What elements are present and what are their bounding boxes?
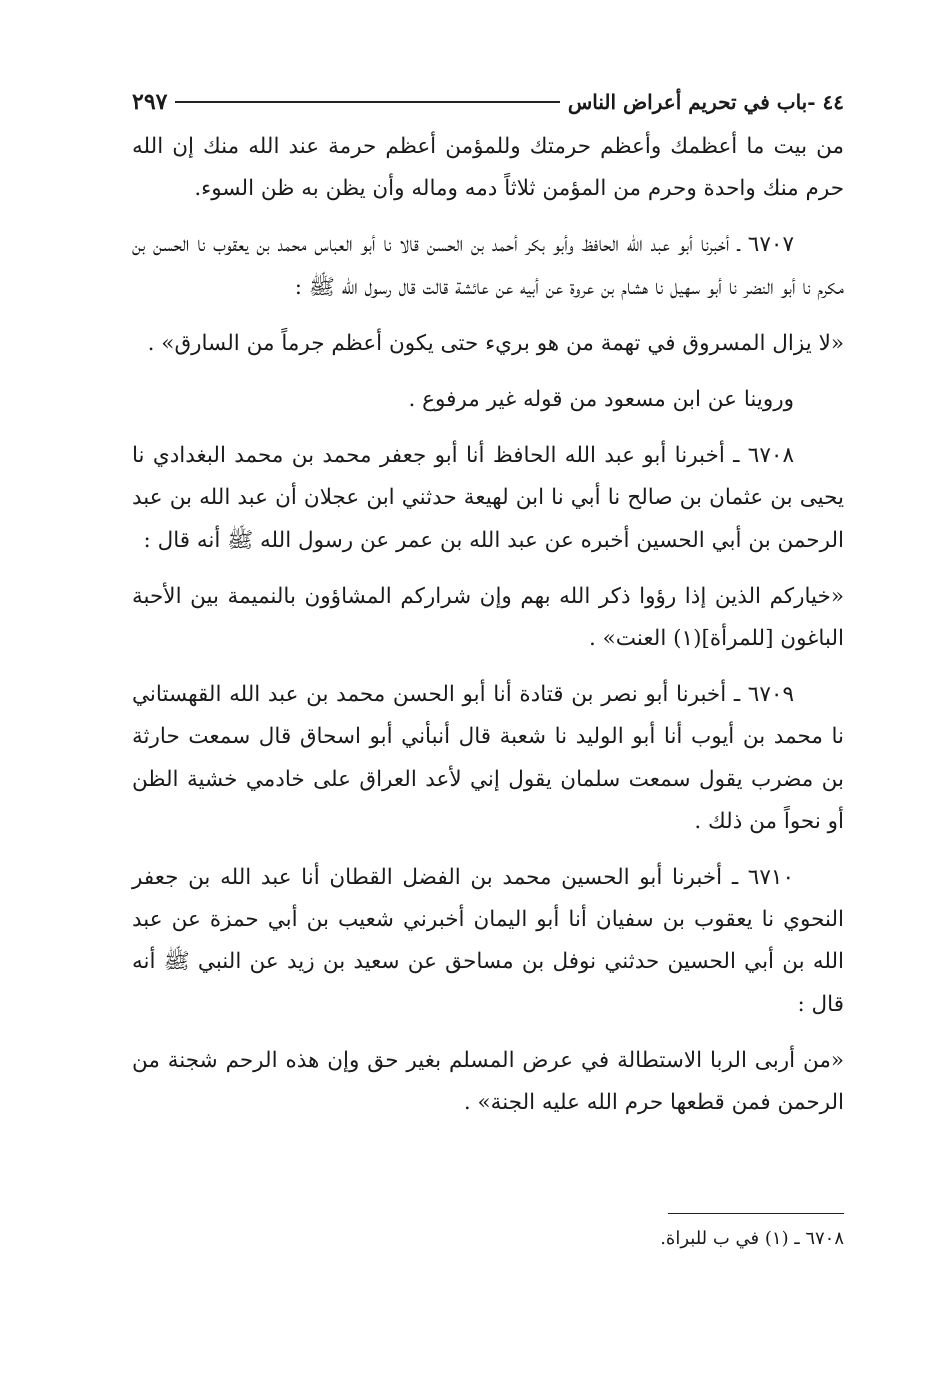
note-ibn-masud: وروينا عن ابن مسعود من قوله غير مرفوع .	[408, 387, 794, 413]
header-rule	[175, 101, 559, 103]
hadith-6709: ٦٧٠٩ ـ أخبرنا أبو نصر بن قتادة أنا أبو الحسن محمد بن عبد الله القهستاني نا محمد بن أيوب أنا أبو الوليد نا شعبة قال أنبأني أبو اسحاق قال سمعت حارثة بن مضرب يقول سمعت سلمان يقول إني لأعد العراق على خادمي خشية الظن أو نحواً من ذلك .	[132, 682, 844, 834]
paragraph-continuation: من بيت ما أعظمك وأعظم حرمتك وللمؤمن أعظم حرمة عند الله منك إن الله حرم منك واحدة وحرم من المؤمن ثلاثاً دمه وماله وأن يظن به ظن السوء.	[132, 134, 844, 202]
hadith-6710: ٦٧١٠ ـ أخبرنا أبو الحسين محمد بن الفضل القطان أنا عبد الله بن جعفر النحوي نا يعقوب بن سفيان أنا أبو اليمان أخبرني شعيب بن أبي حمزة عن عبد الله بن أبي الحسين حدثني نوفل بن مساحق عن سعيد بن زيد عن النبي ﷺ أنه قال :	[132, 865, 844, 1017]
footnote: ٦٧٠٨ ـ (١) في ب للبراة.	[660, 1228, 844, 1249]
book-page	[132, 84, 844, 1249]
hadith-6708: ٦٧٠٨ ـ أخبرنا أبو عبد الله الحافظ أنا أبو جعفر محمد بن محمد البغدادي نا يحيى بن عثمان بن صالح نا أبي نا ابن لهيعة حدثني ابن عجلان أن عبد الله بن عبد الرحمن بن أبي الحسين أخبره عن عبد الله بن عمر عن رسول الله ﷺ أنه قال :	[132, 443, 844, 553]
hadith-text-6710: «من أربى الربا الاستطالة في عرض المسلم بغير حق وإن هذه الرحم شجنة من الرحمن فمن قطعها حرم الله عليه الجنة» .	[132, 1047, 844, 1116]
body-text	[132, 126, 844, 1124]
footnote-rule	[668, 1213, 844, 1214]
hadith-text-6708: «خياركم الذين إذا رؤوا ذكر الله بهم وإن شراركم المشاؤون بالنميمة بين الأحبة الباغون [للمرأة](١) العنت» .	[132, 583, 844, 652]
running-header	[132, 84, 844, 120]
hadith-text-6707: «لا يزال المسروق في تهمة من هو بريء حتى يكون أعظم جرماً من السارق» .	[147, 330, 844, 356]
page-number: ٢٩٧	[132, 89, 168, 115]
hadith-6707: ٦٧٠٧ ـ أخبرنا أبو عبد الله الحافظ وأبو بكر أحمد بن الحسن قالا نا أبو العباس محمد بن يعقوب نا الحسن بن مكرم نا أبو النضر نا أبو سهيل نا هشام بن عروة عن أبيه عن عائشة قالت قال رسول الله ﷺ :	[132, 232, 844, 300]
chapter-title: ٤٤ -باب في تحريم أعراض الناس	[567, 90, 844, 114]
